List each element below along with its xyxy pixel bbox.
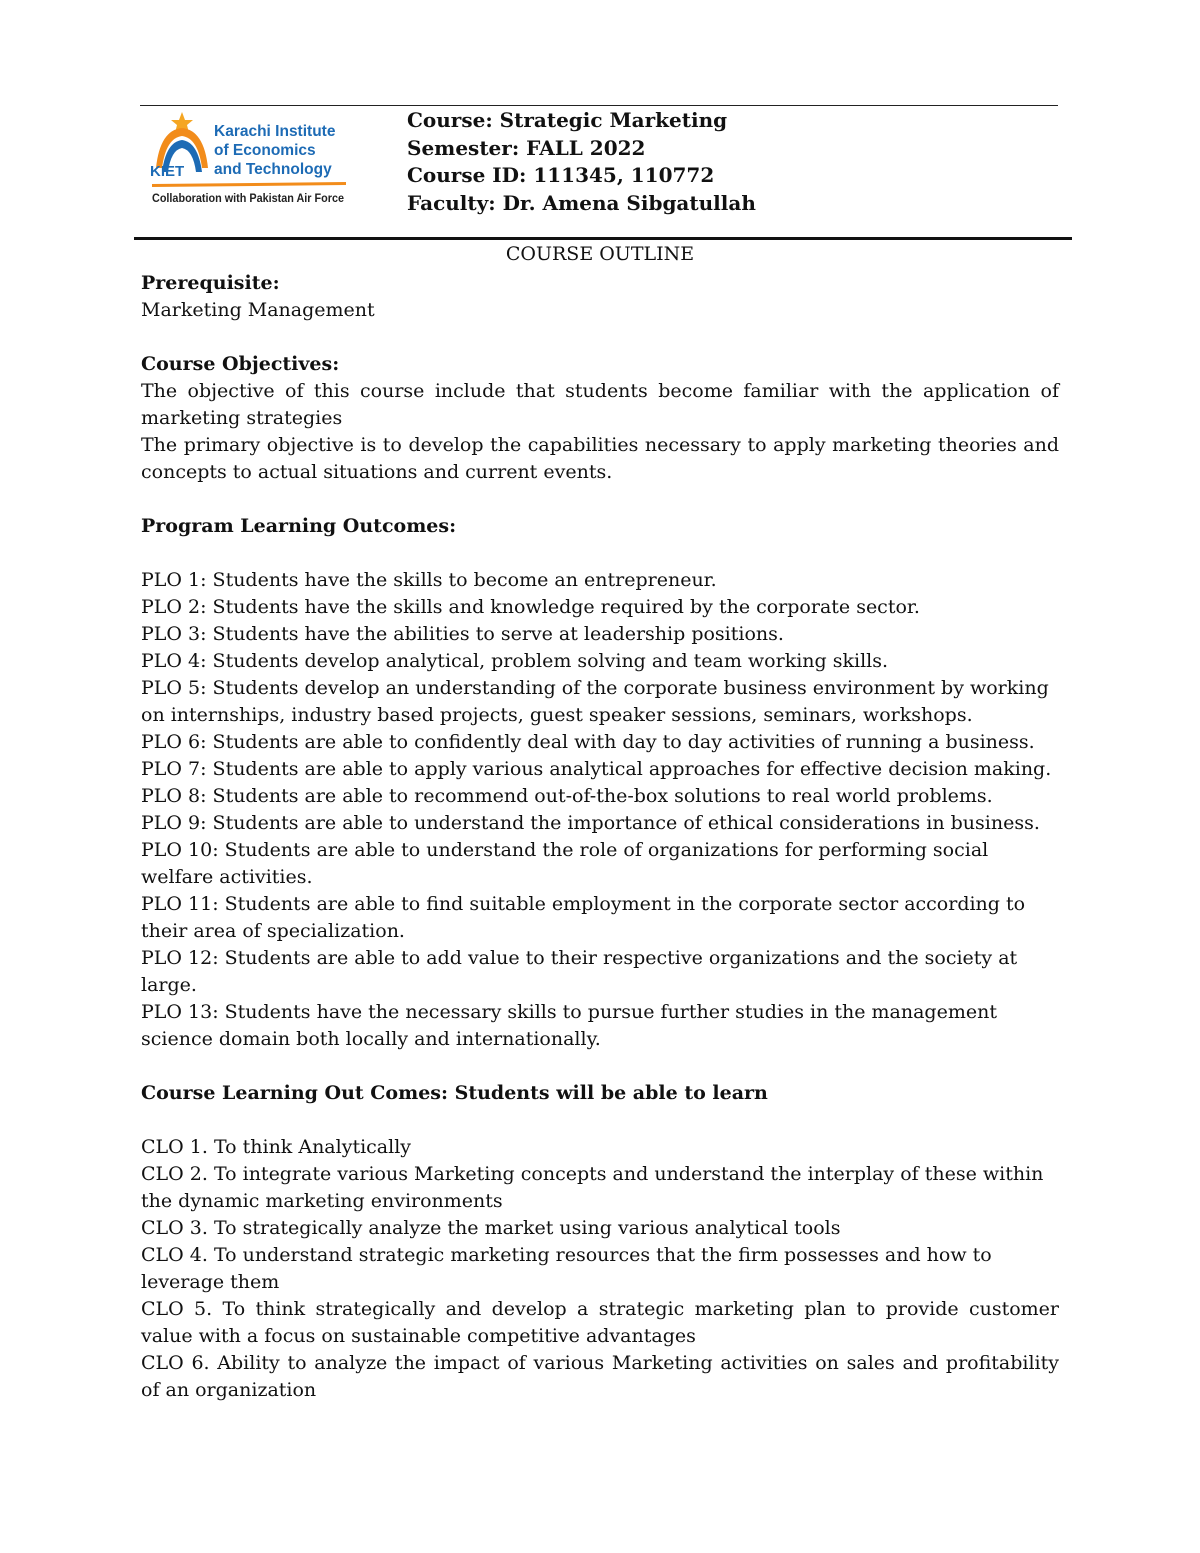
clo-item: CLO 5. To think strategically and develop a strategic marketing plan to provide customer value with a focus on sustainable competitive advantages (141, 1298, 1059, 1347)
logo-abbr: KIET (150, 163, 185, 180)
plo-item: PLO 2: Students have the skills and knowledge required by the corporate sector. (141, 596, 920, 618)
logo-line2: of Economics (214, 142, 316, 159)
plo-item: PLO 10: Students are able to understand the role of organizations for performing social welfare activities. (141, 839, 989, 888)
semester: Semester: FALL 2022 (407, 135, 646, 160)
objective-paragraph: The primary objective is to develop the capabilities necessary to apply marketing theories and concepts to actual situations and current events. (141, 434, 1059, 483)
logo-line1: Karachi Institute (214, 123, 336, 140)
plo-item: PLO 3: Students have the abilities to serve at leadership positions. (141, 623, 784, 645)
course-name: Course: Strategic Marketing (407, 108, 728, 132)
prerequisite-text: Marketing Management (141, 299, 375, 321)
plo-item: PLO 7: Students are able to apply various analytical approaches for effective decision making. (141, 758, 1052, 780)
plo-item: PLO 4: Students develop analytical, problem solving and team working skills. (141, 650, 889, 672)
kiet-logo (148, 110, 353, 210)
clo-item: CLO 2. To integrate various Marketing concepts and understand the interplay of these within the dynamic marketing environments (141, 1163, 1044, 1212)
faculty: Faculty: Dr. Amena Sibgatullah (407, 190, 756, 215)
logo-line3: and Technology (214, 161, 332, 178)
plo-item: PLO 12: Students are able to add value to their respective organizations and the society at large. (141, 947, 1018, 996)
kiet-logo-graphic (148, 110, 353, 210)
clo-item: CLO 1. To think Analytically (141, 1136, 412, 1158)
plo-item: PLO 13: Students have the necessary skills to pursue further studies in the management science domain both locally and internationally. (141, 1001, 997, 1050)
plo-item: PLO 1: Students have the skills to become an entrepreneur. (141, 569, 717, 591)
plo-item: PLO 5: Students develop an understanding of the corporate business environment by working on internships, industry based projects, guest speaker sessions, seminars, workshops. (141, 677, 1049, 726)
course-id: Course ID: 111345, 110772 (407, 163, 715, 187)
plo-item: PLO 8: Students are able to recommend out-of-the-box solutions to real world problems. (141, 785, 993, 807)
objectives-heading: Course Objectives: (141, 353, 340, 375)
header-bottom-rule (134, 237, 1072, 240)
clo-item: CLO 6. Ability to analyze the impact of various Marketing activities on sales and profitability of an organization (141, 1352, 1059, 1401)
clo-heading: Course Learning Out Comes: Students will be able to learn (141, 1082, 768, 1104)
plo-heading: Program Learning Outcomes: (141, 515, 457, 537)
document-body (141, 270, 1059, 1404)
prerequisite-heading: Prerequisite: (141, 272, 280, 294)
plo-item: PLO 11: Students are able to find suitable employment in the corporate sector according to their area of specialization. (141, 893, 1026, 942)
header-top-rule (140, 105, 1058, 106)
document-title: COURSE OUTLINE (505, 243, 695, 265)
course-meta (407, 107, 756, 217)
objective-paragraph: The objective of this course include that students become familiar with the application of marketing strategies (141, 380, 1059, 429)
plo-item: PLO 6: Students are able to confidently deal with day to day activities of running a business. (141, 731, 1035, 753)
plo-item: PLO 9: Students are able to understand the importance of ethical considerations in business. (141, 812, 1040, 834)
logo-tagline: Collaboration with Pakistan Air Force (152, 193, 344, 205)
clo-item: CLO 4. To understand strategic marketing resources that the firm possesses and how to leverage them (141, 1244, 992, 1293)
clo-item: CLO 3. To strategically analyze the market using various analytical tools (141, 1217, 841, 1239)
